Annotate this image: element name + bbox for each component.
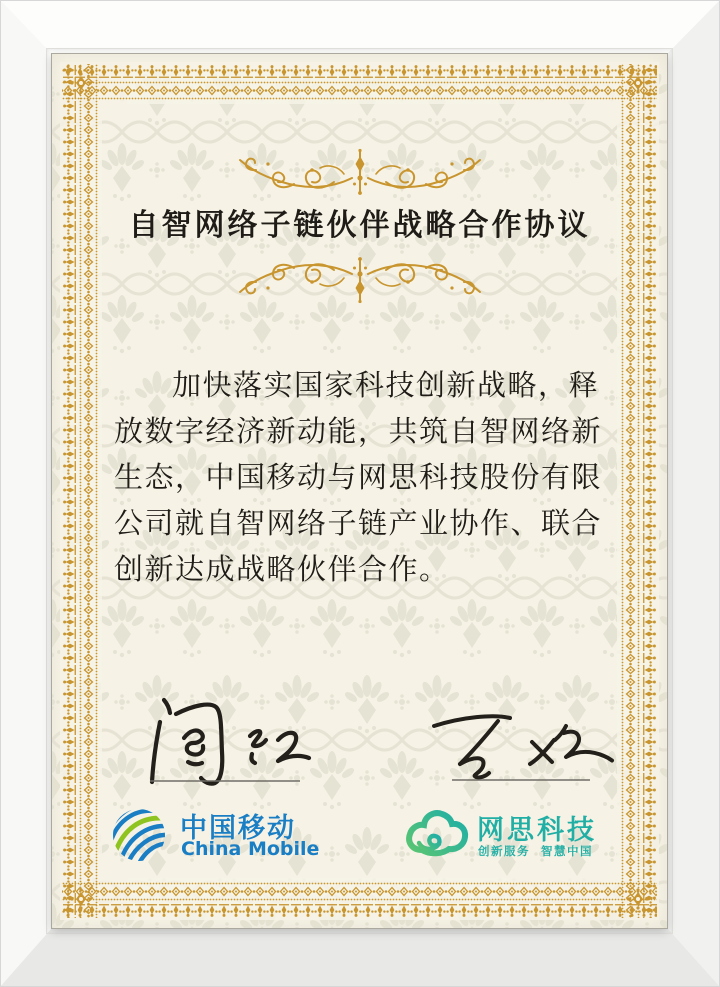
china-mobile-logo-icon bbox=[108, 804, 170, 866]
flourish-ornament-top bbox=[228, 148, 492, 198]
wangsi-tagline: 创新服务 智慧中国 bbox=[478, 844, 594, 858]
certificate-title: 自智网络子链伙伴战略合作协议 bbox=[128, 208, 591, 243]
agreement-body-line: 创新达成战略伙伴合作。 bbox=[114, 552, 450, 586]
china-mobile-name-en: China Mobile bbox=[181, 838, 320, 860]
signature-left bbox=[138, 694, 318, 786]
china-mobile-logo bbox=[108, 802, 348, 872]
wangsi-cloud-logo-icon bbox=[404, 804, 470, 864]
agreement-body-line: 公司就自智网络子链产业协作、联合 bbox=[114, 506, 603, 540]
flourish-ornament-bottom bbox=[228, 254, 492, 304]
agreement-body-line: 放数字经济新动能，共筑自智网络新 bbox=[114, 414, 603, 448]
wangsi-name-cn: 网思科技 bbox=[477, 815, 597, 846]
wangsi-logo bbox=[404, 802, 644, 872]
certificate-paper bbox=[52, 54, 667, 928]
agreement-body-line: 生态，中国移动与网思科技股份有限 bbox=[114, 460, 603, 494]
china-mobile-name-cn: 中国移动 bbox=[180, 813, 296, 844]
signature-right bbox=[418, 710, 618, 786]
agreement-body-line: 加快落实国家科技创新战略，释 bbox=[172, 368, 600, 402]
agreement-body bbox=[114, 362, 614, 592]
